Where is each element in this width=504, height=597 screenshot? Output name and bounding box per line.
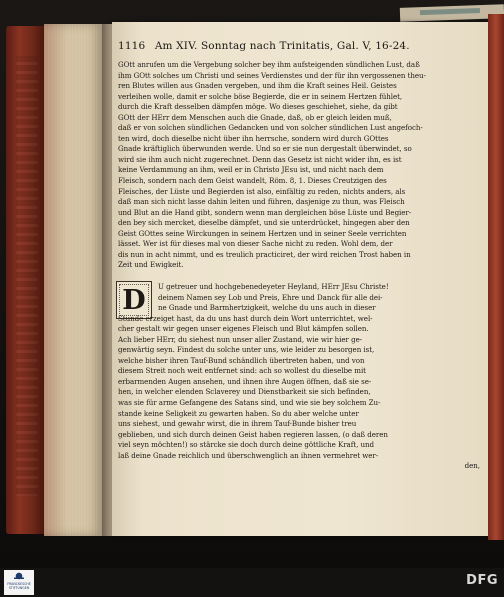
text-line: erbarmenden Augen ansehen, und ihnen ihre Augen öffnen, daß sie se- [118, 376, 372, 386]
text-line: Stunde erzeiget hast, da du uns hast durch dein Wort unterrichtet, wel- [118, 313, 373, 323]
text-line: keine Verdammung an ihm, weil er in Christo JEsu ist, und nicht nach dem [118, 165, 384, 175]
page-number: 1116 [118, 40, 146, 52]
text-line: stande keine Seligkeit zu gewarten haben. So du aber welche unter [118, 408, 359, 418]
institution-logo-text: FRANCKESCHE STIFTUNGEN [7, 582, 31, 590]
paragraph-2 [118, 282, 480, 472]
eagle-icon [14, 572, 24, 582]
text-line: verleihen wolle, damit er solche böse Begierde, die er in seinem Hertzen fühlet, [118, 91, 403, 101]
book-cover-right [488, 14, 504, 540]
text-line: wird sie ihm auch nicht zugerechnet. Denn das Gesetz ist nicht wider ihn, es ist [118, 154, 402, 164]
viewer-footer [0, 568, 504, 597]
text-line: lässet. Wer ist für dieses mal von dieser Sache nicht zu reden. Wohl dem, der [118, 239, 393, 249]
text-line: Fleisches, der Lüste und Begierden ist also, einfältig zu reden, nichts anders, als [118, 186, 406, 196]
text-line: den bey sich mercket, dieselbe dämpfet, und sie unterdrücket, hingegen aber den [118, 218, 410, 228]
text-line: den, [464, 461, 480, 471]
text-line: laß deine Gnade reichlich und überschwenglich an ihnen vermehret wer- [118, 450, 379, 460]
text-line: GOtt der HErr dem Menschen auch die Gnade, daß, ob er gleich leiden muß, [118, 112, 392, 122]
text-line: Zeit und Ewigkeit. [118, 260, 184, 270]
text-line: uns siehest, und gewahr wirst, die in ihrem Tauf-Bunde bisher treu [118, 419, 357, 429]
text-line: ne Gnade und Barmhertzigkeit, welche du uns auch in dieser [158, 303, 376, 313]
text-line: daß man sich nicht lasse dahin leiten und führen, dasjenige zu thun, was Fleisch [118, 197, 405, 207]
text-line: viel seyn möchten!) so stärcke sie doch durch deine göttliche Kraft, und [118, 440, 375, 450]
text-line: geblieben, und sich durch deinen Geist haben regieren lassen, (o daß deren [118, 429, 388, 439]
text-line: dis nun in acht nimmt, und es treulich practiciret, der wird reichen Trost haben in [118, 249, 411, 259]
decorated-initial: D [116, 281, 152, 319]
text-line: diesem Streit noch weit entfernet sind: ach so wollest du dieselbe mit [118, 366, 366, 376]
text-line: Fleisch, sondern nach dem Geist wandelt, Röm. 8, 1. Dieses Creutzigen des [118, 176, 387, 186]
institution-logo[interactable] [4, 570, 34, 595]
page-edges [44, 24, 102, 536]
text-line: U getreuer und hochgebenedeyeter Heyland, HErr JEsu Christe! [158, 282, 389, 291]
text-line: genwärtig seyn. Findest du solche unter uns, wie leider zu besorgen ist, [118, 345, 375, 355]
text-line: deinem Namen sey Lob und Preis, Ehre und Danck für alle dei- [158, 292, 383, 302]
text-line: Geist GOttes seine Wirckungen in seinem Hertzen und in seiner Seele verrichten [118, 228, 407, 238]
text-line: was sie für arme Gefangene des Satans sind, und wie sie bey solchem Zu- [118, 398, 381, 408]
book-cover-left [6, 26, 44, 534]
text-line: GOtt anrufen um die Vergebung solcher bey ihm aufsteigenden sündlichen Lust, daß [118, 60, 420, 69]
running-header [118, 40, 478, 60]
text-line: Gnade kräftiglich überwunden werde. Und so er sie nun dergestalt überwindet, so [118, 144, 412, 154]
text-line: ren Blutes willen aus Gnaden vergeben, und ihm die Kraft seines Heil. Geistes [118, 81, 397, 91]
text-line: ihm GOtt solches um Christi und seines Verdienstes und der für ihn vergossenen theu- [118, 70, 426, 80]
dfg-logo[interactable]: DFG [466, 573, 498, 588]
text-line: hen, in welcher elenden Sclaverey und Dienstbarkeit sie sich befinden, [118, 387, 371, 397]
text-line: und Blut an die Hand gibt, sondern wenn man dergleichen böse Lüste und Begier- [118, 207, 412, 217]
text-line: Ach lieber HErr, du siehest nun unser aller Zustand, wie wir hier ge- [118, 334, 363, 344]
text-line: daß er von solchen sündlichen Gedancken und von solcher sündlichen Lust angefoch- [118, 123, 423, 133]
text-line: durch die Kraft desselben dämpfen möge. Wo dieses geschiehet, siehe, da gibt [118, 102, 398, 112]
paragraph-1 [118, 60, 480, 271]
text-line: ten wird, doch dieselbe nicht über ihn herrsche, sondern wird durch GOttes [118, 133, 389, 143]
text-line: cher gestalt wir gegen unser eigenes Fleisch und Blut kämpfen sollen. [118, 324, 369, 334]
text-line: welche bisher ihren Tauf-Bund schändlich übertreten haben, und von [118, 355, 365, 365]
running-title: Am XIV. Sonntag nach Trinitatis, Gal. V, 16-24. [154, 40, 410, 52]
